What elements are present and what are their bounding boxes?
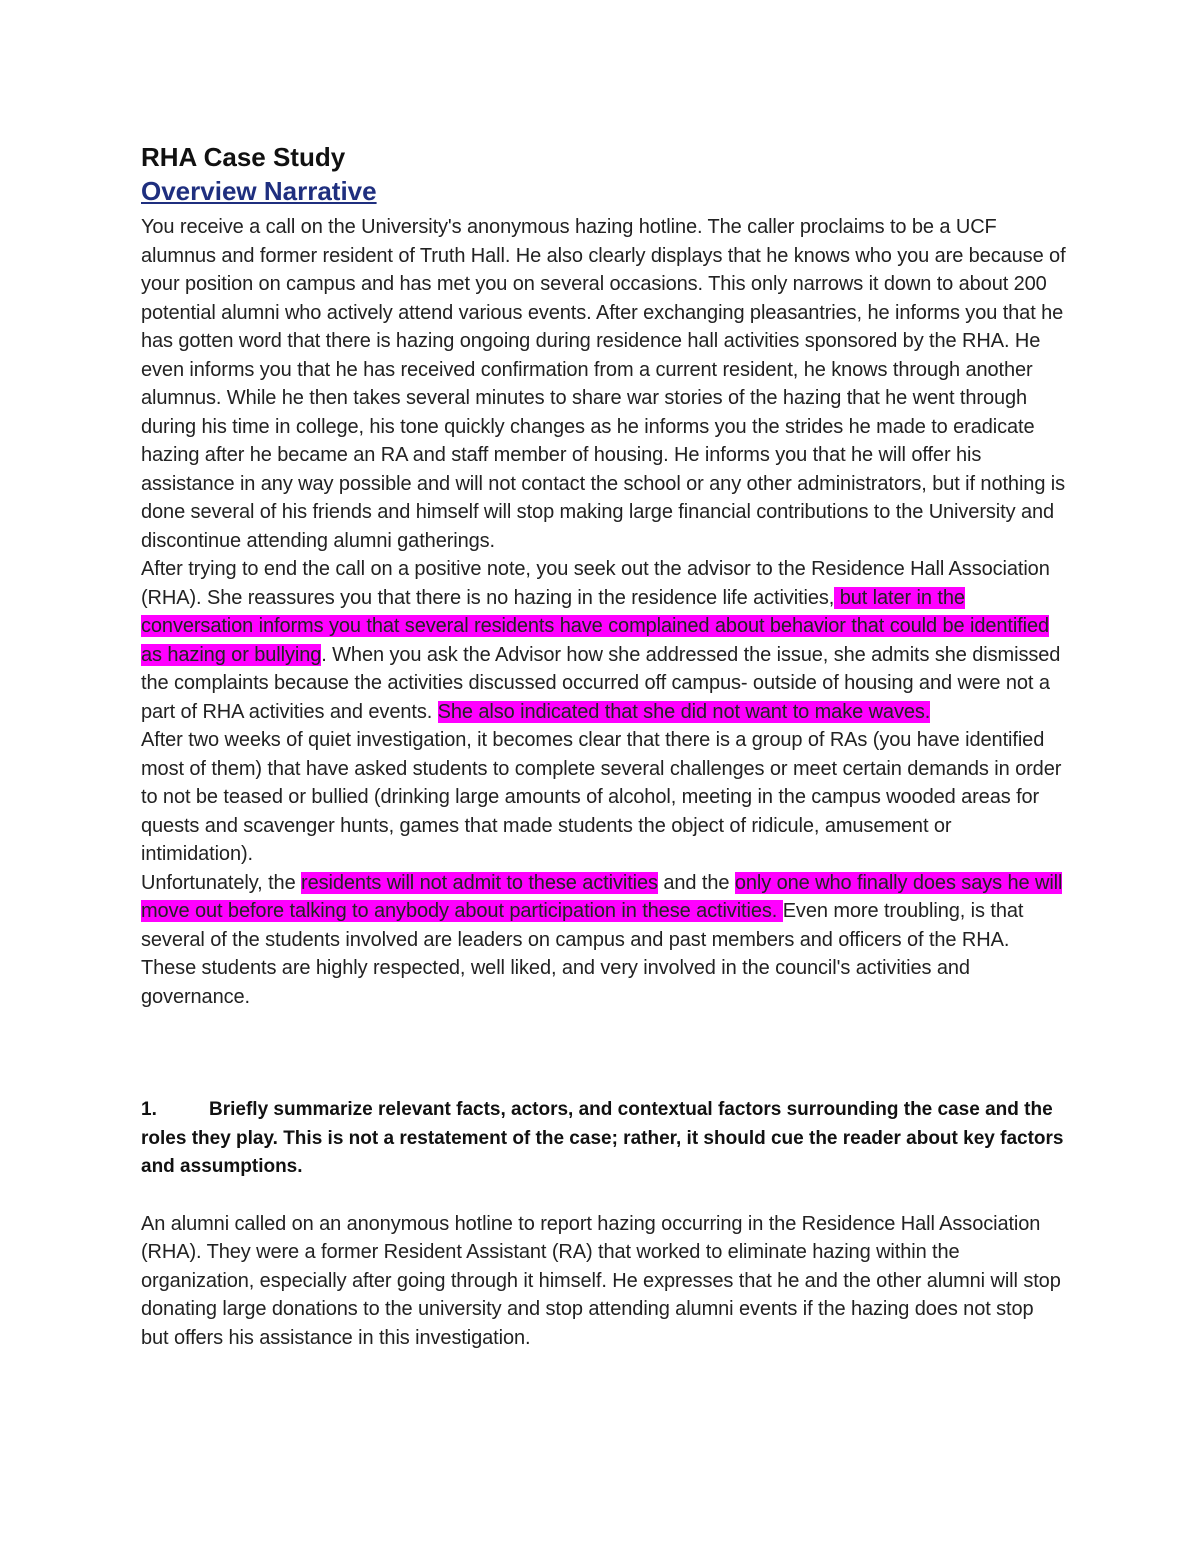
document-title: RHA Case Study xyxy=(141,142,346,172)
section-spacer xyxy=(141,1011,1066,1096)
highlight-move-out: only one who finally does says he will move out before talking to anybody about participation in these activities. xyxy=(141,871,1063,922)
overview-heading: Overview Narrative xyxy=(141,176,377,206)
question-1-answer: An alumni called on an anonymous hotline to report hazing occurring in the Residence Hall Association (RHA). They were a former Resident Assistant (RA) that worked to eliminate hazing within the organization, especially after going through it himself. He expresses that he and the other alumni will stop donating large donations to the university and stop attending alumni events if the hazing does not stop but offers his assistance in this investigation. xyxy=(141,1212,1061,1349)
question-1-number: 1. xyxy=(141,1099,157,1120)
paragraph-4-text-b: and the xyxy=(657,871,735,894)
highlight-make-waves: She also indicated that she did not want to make waves. xyxy=(437,700,931,723)
overview-paragraph-3: After two weeks of quiet investigation, it becomes clear that there is a group of RAs (you have identified most of them) that have asked students to complete several challenges or meet certain demands in order to not be teased or bullied (drinking large amounts of alcohol, meeting in the campus wooded areas for quests and scavenger hunts, games that made students the object of ridicule, amusement or intimidation). xyxy=(141,729,1062,865)
highlight-complaints: but later in the conversation informs you that several residents have complained about behavior that could be identified as hazing or bullying xyxy=(141,586,1050,666)
question-spacer xyxy=(141,1182,1066,1210)
paragraph-4-text-a: Unfortunately, the xyxy=(141,871,302,894)
overview-paragraph-2 xyxy=(141,555,1066,726)
highlight-residents-will-not-admit: residents will not admit to these activities xyxy=(301,871,658,894)
overview-paragraph-1: You receive a call on the University's anonymous hazing hotline. The caller proclaims to be a UCF alumnus and former resident of Truth Hall. He also clearly displays that he knows who you are because of your position on campus and has met you on several occasions. This only narrows it down to about 200 potential alumni who actively attend various events. After exchanging pleasantries, he informs you that he has gotten word that there is hazing ongoing during residence hall activities sponsored by the RHA. He even informs you that he has received confirmation from a current resident, he knows through another alumnus. While he then takes several minutes to share war stories of the hazing that he went through during his time in college, his tone quickly changes as he informs you the strides he made to eradicate hazing after he became an RA and staff member of housing. He informs you that he will offer his assistance in any way possible and will not contact the school or any other administrators, but if nothing is done several of his friends and himself will stop making large financial contributions to the University and discontinue attending alumni gatherings. xyxy=(141,216,1066,552)
question-1-text: Briefly summarize relevant facts, actors, and contextual factors surrounding the case and the roles they play. This is not a restatement of the case; rather, it should cue the reader about key factors and assumptions. xyxy=(141,1099,1064,1177)
paragraph-2-text-a: After trying to end the call on a positive note, you seek out the advisor to the Residence Hall Association (RHA). She reassures you that there is no hazing in the residence life activities, xyxy=(141,558,1050,609)
document-page xyxy=(141,141,1066,1352)
question-1 xyxy=(141,1096,1066,1182)
overview-paragraph-4 xyxy=(141,869,1066,1012)
paragraph-4-text-c: Even more troubling, is that several of the students involved are leaders on campus and past members and officers of the RHA. These students are highly respected, well liked, and very involved in the council's activities and governance. xyxy=(141,900,1024,1008)
paragraph-2-text-b: . When you ask the Advisor how she addressed the issue, she admits she dismissed the complaints because the activities discussed occurred off campus- outside of housing and were not a part of RHA activities and events. xyxy=(141,643,1061,723)
